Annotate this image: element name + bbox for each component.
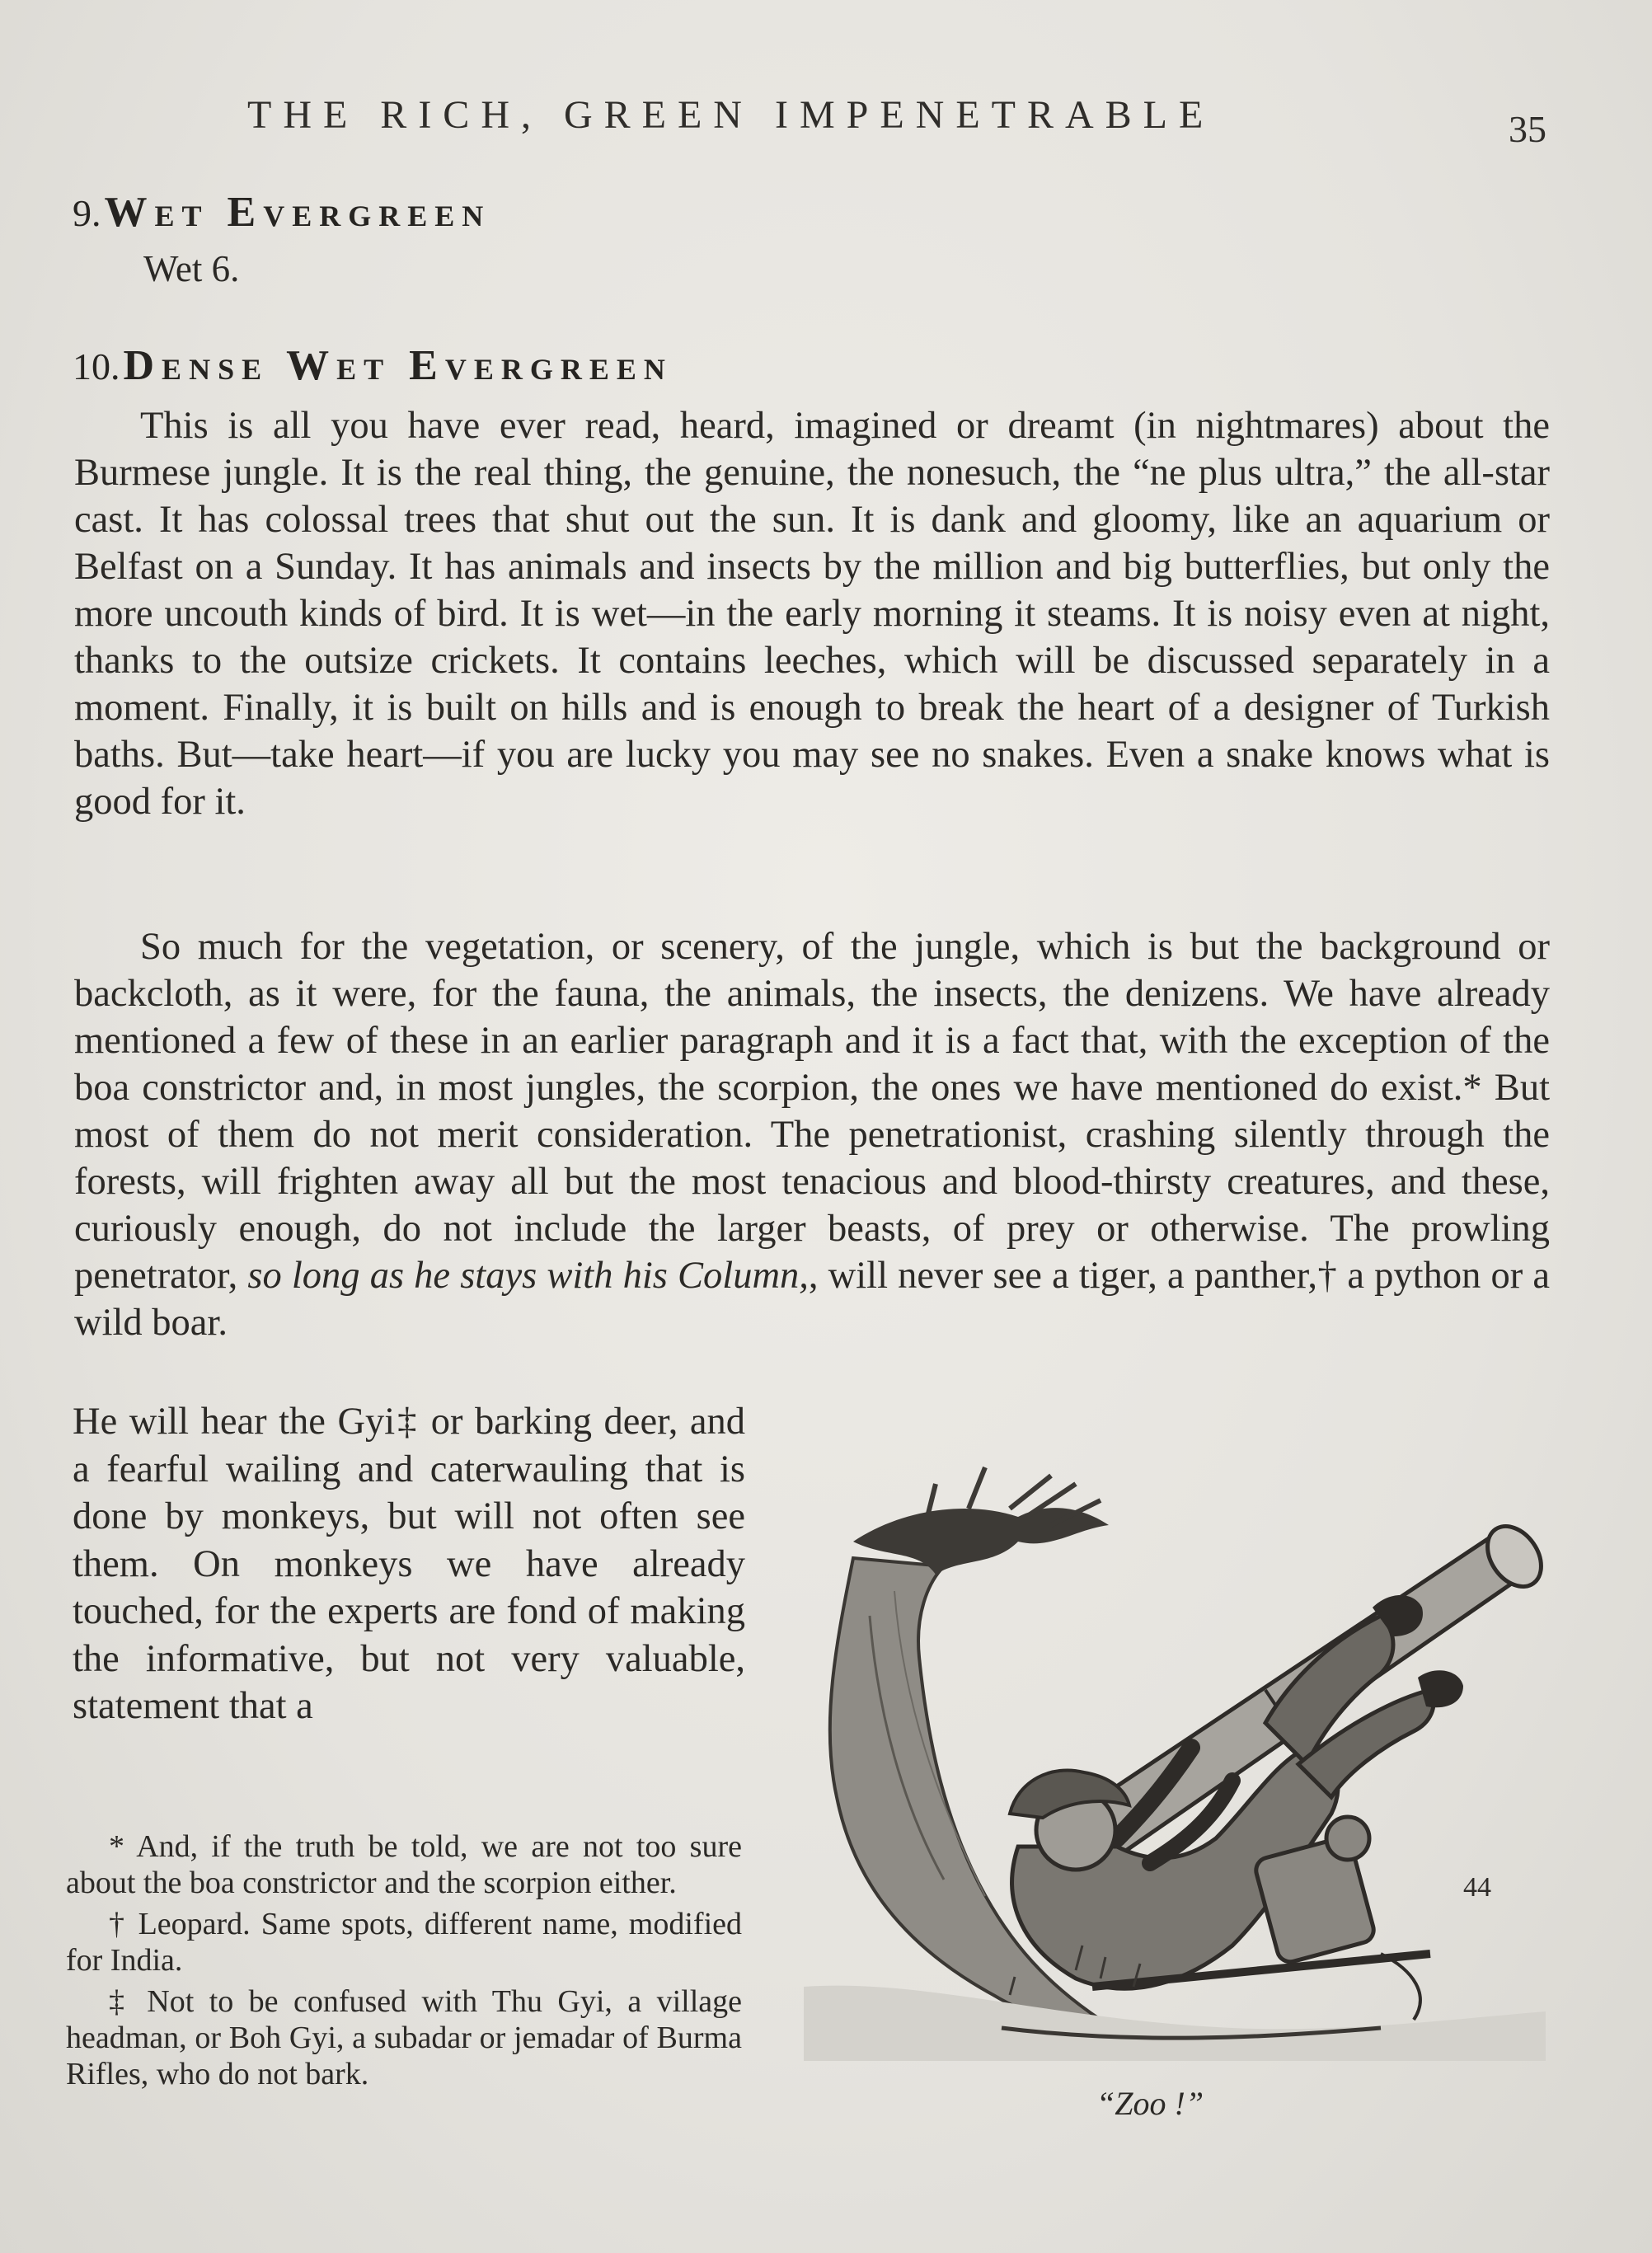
section-title: Dense Wet Evergreen <box>123 342 673 389</box>
paragraph-3 <box>73 1398 745 1730</box>
paragraph-text: He will hear the Gyi‡ or barking deer, and a fearful wailing and caterwauling that is done by monkeys, but will not often see them. On monkeys we have already touched, for the experts are fond of making the informative, but not very valuable, statement that a <box>73 1401 745 1727</box>
ground <box>804 1986 1546 2061</box>
running-title: THE RICH, GREEN IMPENETRABLE <box>247 93 1215 137</box>
section-heading-10 <box>73 341 673 390</box>
section-number: 10. <box>73 345 120 387</box>
paragraph-text <box>74 923 1550 1346</box>
section-number: 9. <box>73 192 101 234</box>
footnote: † Leopard. Same spots, different name, modified for India. <box>66 1907 742 1978</box>
paragraph-text-part: , will never see a tiger, a panther,† a python or a wild boar. <box>74 1255 1550 1344</box>
paragraph-text-part: So much for the vegetation, or scenery, of the jungle, which is but the background or backcloth, as it were, for the fauna, the animals, the insects, the denizens. We have already mentioned a few of these in an earlier paragraph and it is a fact that, with the exception of the boa constrictor and, in most jungles, the scorpion, the ones we have mentioned do exist.* But most of them do not merit consideration. The penetrationist, crashing silently through the forests, will frighten away all but the most tenacious and blood-thirsty creatures, and these, curiously enough, do not include the larger beasts, of prey or otherwise. The prowling penetrator, <box>74 926 1550 1297</box>
footnotes <box>66 1828 742 2097</box>
italic-phrase: so long as he stays with his Column, <box>247 1255 809 1297</box>
paragraph-1 <box>74 402 1550 825</box>
cartoon-illustration <box>804 1451 1554 2061</box>
section-heading-9 <box>73 188 490 237</box>
paragraph-2 <box>74 923 1550 1346</box>
artist-signature: 44 <box>1463 1872 1491 1903</box>
footnote: * And, if the truth be told, we are not too sure about the boa constrictor and the scorpion either. <box>66 1829 742 1900</box>
section-9-text: Wet 6. <box>143 248 240 289</box>
illustration-caption: “Zoo !” <box>1096 2085 1204 2122</box>
footnote: ‡ Not to be confused with Thu Gyi, a village headman, or Boh Gyi, a subadar or jemadar of Burma Rifles, who do not bark. <box>66 1984 742 2091</box>
section-title: Wet Evergreen <box>104 189 491 236</box>
page-number: 35 <box>1509 108 1546 150</box>
paragraph-text: This is all you have ever read, heard, imagined or dreamt (in nightmares) about the Burmese jungle. It is the real thing, the genuine, the nonesuch, the “ne plus ultra,” the all-star cast. It has colossal trees that shut out the sun. It is dank and gloomy, like an aquarium or Belfast on a Sunday. It has animals and insects by the million and big butterflies, but only the more uncouth kinds of bird. It is wet—in the early morning it steams. It is noisy even at night, thanks to the outsize crickets. It contains leeches, which will be discussed separately in a moment. Finally, it is built on hills and is enough to break the heart of a designer of Turkish baths. But—take heart—if you are lucky you may see no snakes. Even a snake knows what is good for it. <box>74 405 1550 823</box>
